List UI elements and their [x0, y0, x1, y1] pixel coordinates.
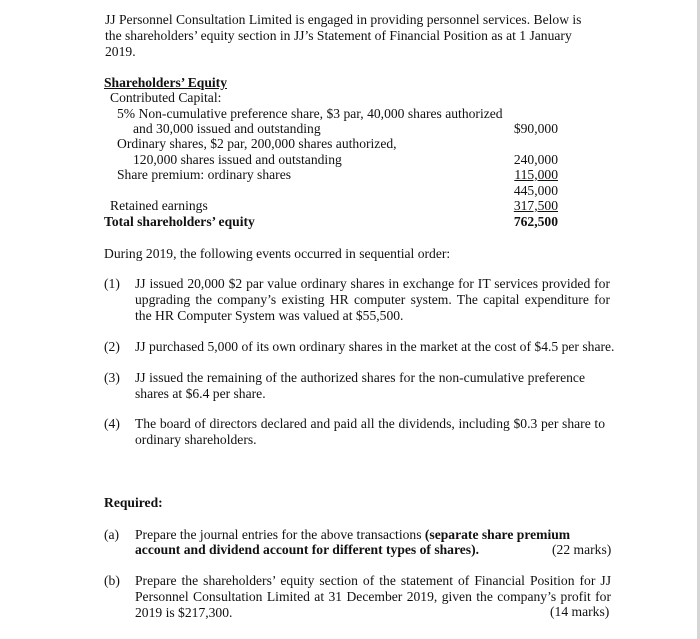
intro-paragraph: JJ Personnel Consultation Limited is engaged in providing personnel services. Below is the shareholders’ equity section in JJ’s Statement of Financial Position as at 1 January 2019.: [105, 12, 582, 59]
required-a-bold-text: (separate share premium: [424, 527, 571, 542]
ordinary-shares-line2: 120,000 shares issued and outstanding: [133, 152, 342, 167]
required-a-number: (a): [104, 527, 120, 542]
retained-earnings-label: Retained earnings: [110, 198, 208, 213]
event-text: JJ issued 20,000 $2 par value ordinary shares in exchange for IT services provided for upgrading the company’s existing HR computer system. The capital expenditure for the HR Computer System was valued at $55,500.: [135, 276, 610, 323]
required-a-bold-text-line2: account and dividend account for different types of shares).: [135, 542, 480, 557]
ordinary-shares-value: 240,000: [513, 152, 558, 167]
event-number: (3): [104, 370, 120, 385]
event-number: (4): [104, 416, 120, 431]
share-premium-label: Share premium: ordinary shares: [117, 167, 292, 182]
preference-share-value: $90,000: [513, 121, 558, 136]
ordinary-shares-line1: Ordinary shares, $2 par, 200,000 shares authorized,: [117, 136, 397, 151]
required-b-number: (b): [104, 573, 120, 588]
contributed-capital-label: Contributed Capital:: [110, 90, 222, 105]
event-number: (1): [104, 276, 120, 291]
required-a-text: Prepare the journal entries for the above transactions: [135, 527, 425, 542]
preference-share-line1: 5% Non-cumulative preference share, $3 par, 40,000 shares authorized: [117, 106, 503, 121]
required-a-marks: (22 marks): [552, 542, 612, 557]
total-equity-value: 762,500: [513, 214, 558, 229]
share-premium-value: 115,000: [514, 167, 558, 182]
event-number: (2): [104, 339, 120, 354]
event-text: JJ issued the remaining of the authorized shares for the non-cumulative preference shares at $6.4 per share.: [135, 370, 585, 401]
subtotal-value: 445,000: [513, 183, 558, 198]
required-heading: Required:: [104, 495, 163, 510]
preference-share-line2: and 30,000 issued and outstanding: [133, 121, 321, 136]
required-b-text: Prepare the shareholders’ equity section of the statement of Financial Position for JJ Personnel Consultation Limited at 31 December 2019, given the company’s profit for 2019 is $217,300.: [135, 573, 611, 620]
events-intro: During 2019, the following events occurred in sequential order:: [104, 246, 451, 261]
total-equity-label: Total shareholders’ equity: [104, 214, 255, 229]
retained-earnings-value: 317,500: [513, 198, 558, 213]
event-text: The board of directors declared and paid all the dividends, including $0.3 per share to ordinary shareholders.: [135, 416, 605, 447]
required-a-line1: [135, 527, 570, 543]
event-text: JJ purchased 5,000 of its own ordinary shares in the market at the cost of $4.5 per share.: [135, 339, 615, 354]
equity-heading: Shareholders’ Equity: [104, 75, 227, 90]
required-b-marks: (14 marks): [550, 604, 610, 619]
